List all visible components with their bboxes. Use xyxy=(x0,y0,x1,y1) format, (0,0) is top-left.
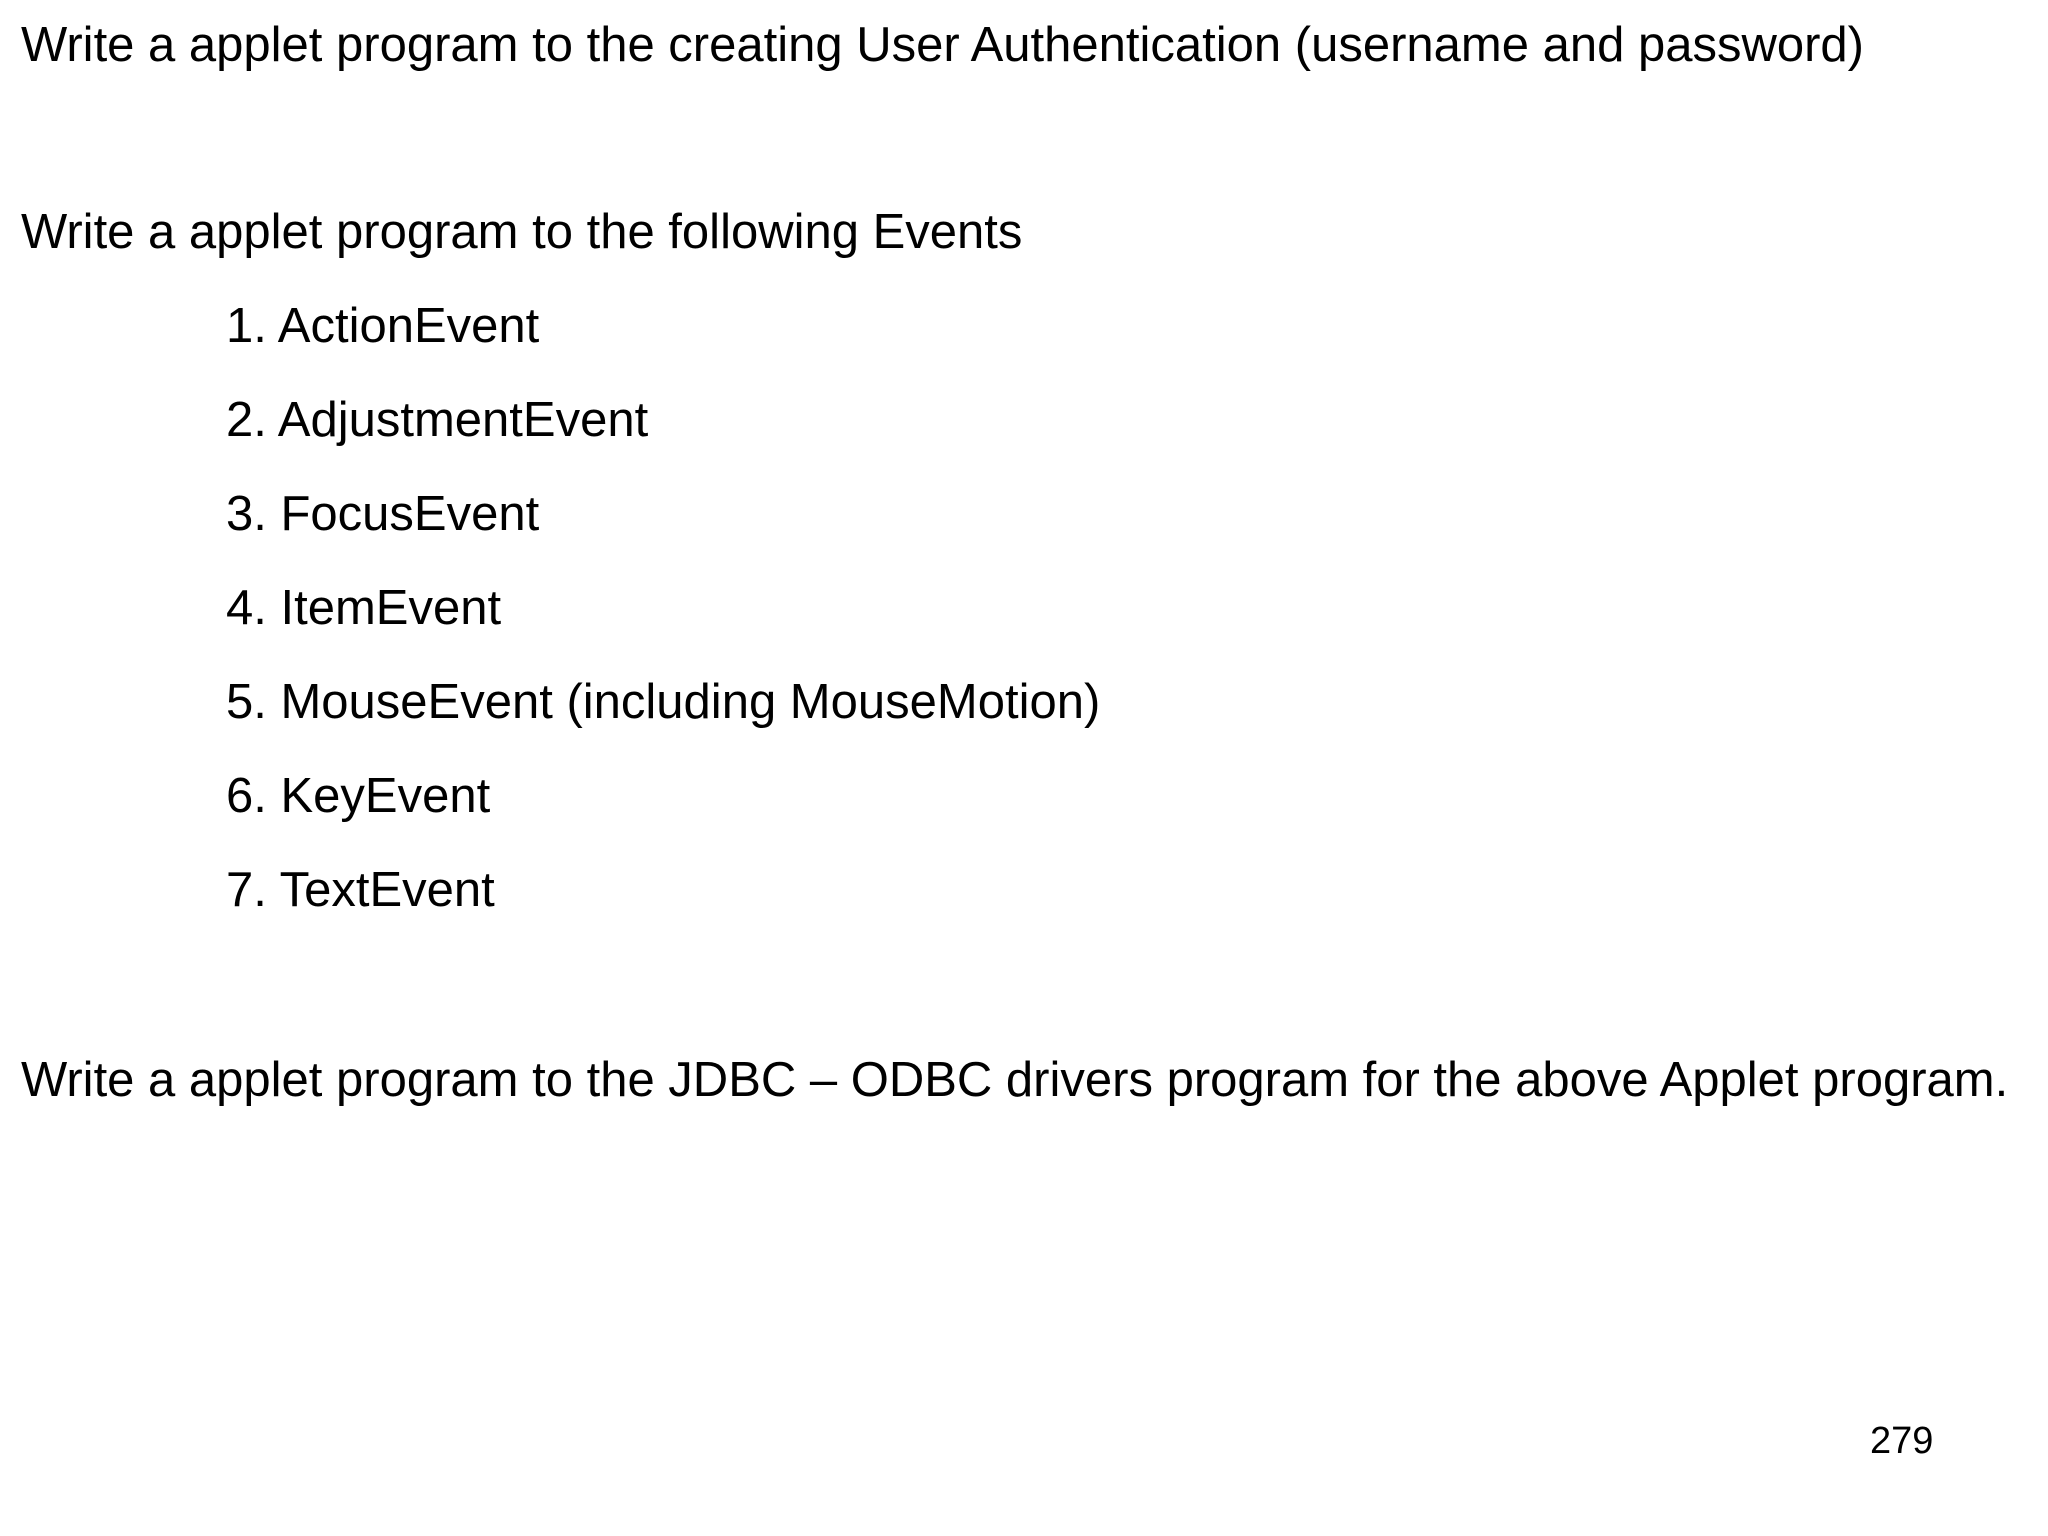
list-item-item-event: 4. ItemEvent xyxy=(226,581,502,635)
paragraph-user-authentication: Write a applet program to the creating User Authentication (username and password) xyxy=(21,18,1865,72)
paragraph-jdbc-odbc: Write a applet program to the JDBC – ODBC drivers program for the above Applet program. xyxy=(21,1053,2009,1107)
list-item-text-event: 7. TextEvent xyxy=(226,863,495,917)
list-item-adjustment-event: 2. AdjustmentEvent xyxy=(226,393,649,447)
list-item-action-event: 1. ActionEvent xyxy=(226,299,540,353)
list-item-key-event: 6. KeyEvent xyxy=(226,769,491,823)
page-number: 279 xyxy=(1870,1420,1934,1462)
events-list xyxy=(226,296,1100,954)
paragraph-events-intro: Write a applet program to the following Events xyxy=(21,205,1023,259)
list-item-mouse-event: 5. MouseEvent (including MouseMotion) xyxy=(226,675,1101,729)
list-item-focus-event: 3. FocusEvent xyxy=(226,487,540,541)
